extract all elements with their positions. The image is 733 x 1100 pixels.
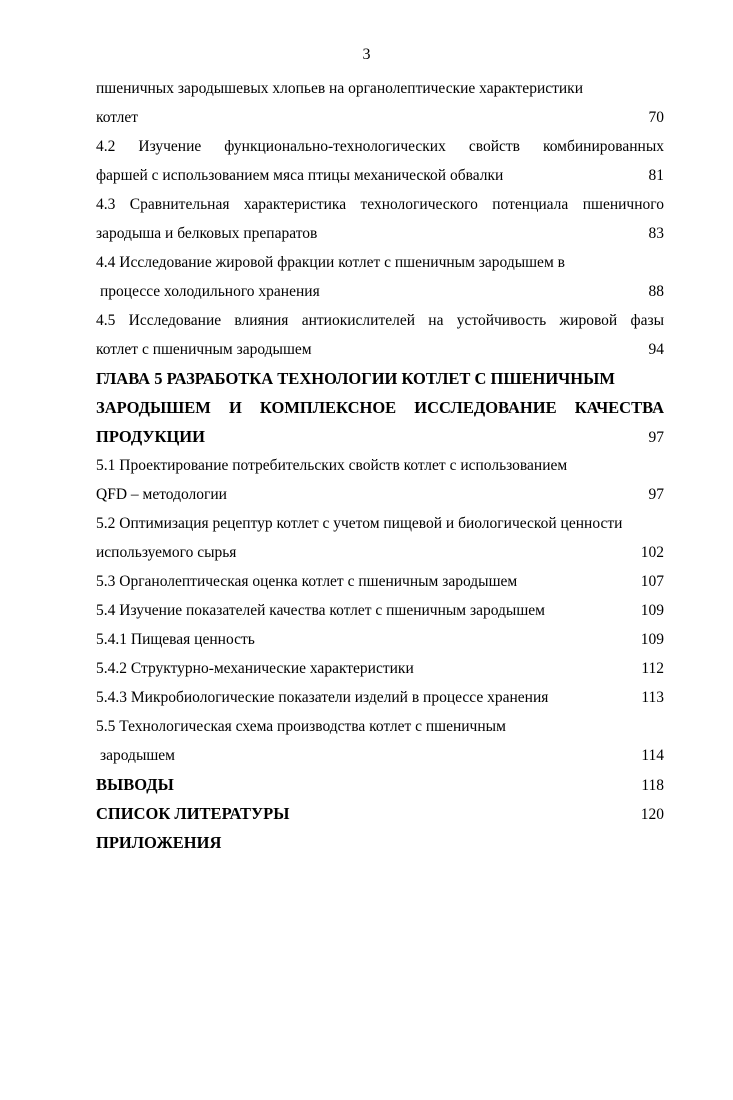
toc-entry-5-1	[96, 451, 664, 509]
toc-entry-5-2	[96, 509, 664, 567]
toc-entry-text: 5.4 Изучение показателей качества котлет с пшеничным зародышем	[96, 602, 545, 619]
toc-entry-text: 5.2 Оптимизация рецептур котлет с учетом пищевой и биологической ценности	[96, 515, 623, 532]
toc-entry-4-4	[96, 248, 664, 306]
toc-entry-text: 4.4 Исследование жировой фракции котлет с пшеничным зародышем в	[96, 254, 565, 271]
toc-entry-5-3	[96, 567, 664, 596]
toc-appendices	[96, 828, 664, 857]
toc-entry-text: пшеничных зародышевых хлопьев на органолептические характеристики	[96, 80, 584, 97]
toc-entry-text: 4.5 Исследование влияния антиокислителей на устойчивость жировой фазы	[96, 312, 664, 329]
toc-entry-text: 4.3 Сравнительная характеристика технологического потенциала пшеничного	[96, 196, 664, 213]
toc-page-number: 102	[640, 544, 664, 561]
toc-entry-text: 5.4.3 Микробиологические показатели изделий в процессе хранения	[96, 689, 549, 706]
toc-entry-text: 5.5 Технологическая схема производства котлет с пшеничным	[96, 718, 506, 735]
toc-page-number: 70	[648, 109, 664, 126]
toc-chapter-text: ЗАРОДЫШЕМ И КОМПЛЕКСНОЕ ИССЛЕДОВАНИЕ КАЧЕСТВА	[96, 398, 664, 417]
toc-page-number: 81	[648, 167, 664, 184]
toc-page-number: 88	[648, 283, 664, 300]
toc-entry-text: используемого сырья	[96, 544, 237, 561]
toc-entry-4-5	[96, 306, 664, 364]
toc-page-number: 112	[641, 660, 664, 677]
toc-chapter-5	[96, 364, 664, 451]
toc-page-number: 120	[640, 806, 664, 823]
toc-page-number: 118	[641, 777, 664, 794]
toc-entry-text: QFD – методологии	[96, 486, 227, 503]
toc-entry-text: котлет	[96, 109, 139, 126]
toc-entry-5-4-1	[96, 625, 664, 654]
toc-entry-text: 5.1 Проектирование потребительских свойств котлет с использованием	[96, 457, 568, 474]
toc-references	[96, 799, 664, 828]
toc-page-number: 83	[648, 225, 664, 242]
toc-entry-text: СПИСОК ЛИТЕРАТУРЫ	[96, 804, 290, 823]
toc-entry-5-4	[96, 596, 664, 625]
toc-entry-text: 5.4.1 Пищевая ценность	[96, 631, 255, 648]
toc-page-number: 107	[640, 573, 664, 590]
toc-conclusions	[96, 770, 664, 799]
toc-entry-4-1-continued	[96, 74, 664, 132]
toc-entry-4-3	[96, 190, 664, 248]
toc-page-number: 94	[648, 341, 664, 358]
toc-entry-text: 5.4.2 Структурно-механические характеристики	[96, 660, 414, 677]
toc-page-number: 114	[641, 747, 664, 764]
toc-entry-5-4-2	[96, 654, 664, 683]
toc-entry-text: ПРИЛОЖЕНИЯ	[96, 833, 222, 852]
toc-page-number: 109	[640, 631, 664, 648]
toc-entry-text: ВЫВОДЫ	[96, 775, 174, 794]
toc-entry-text: фаршей с использованием мяса птицы механической обвалки	[96, 167, 504, 184]
toc-entry-text: зародыша и белковых препаратов	[96, 225, 318, 242]
toc-entry-5-5	[96, 712, 664, 770]
toc-page-number: 109	[640, 602, 664, 619]
toc-chapter-text: ПРОДУКЦИИ	[96, 427, 205, 446]
toc-entry-5-4-3	[96, 683, 664, 712]
toc-page-number: 113	[641, 689, 664, 706]
toc-entry-text: зародышем	[100, 747, 175, 764]
page-number: 3	[362, 46, 371, 63]
toc-entry-text: котлет с пшеничным зародышем	[96, 341, 312, 358]
toc-entry-text: 5.3 Органолептическая оценка котлет с пшеничным зародышем	[96, 573, 518, 590]
toc-page-number: 97	[648, 429, 664, 446]
table-of-contents	[96, 74, 664, 857]
toc-chapter-text: ГЛАВА 5 РАЗРАБОТКА ТЕХНОЛОГИИ КОТЛЕТ С ПШЕНИЧНЫМ	[96, 369, 615, 388]
toc-entry-text: процессе холодильного хранения	[100, 283, 320, 300]
toc-entry-text: 4.2 Изучение функционально-технологических свойств комбинированных	[96, 138, 664, 155]
toc-entry-4-2	[96, 132, 664, 190]
toc-page-number: 97	[648, 486, 664, 503]
